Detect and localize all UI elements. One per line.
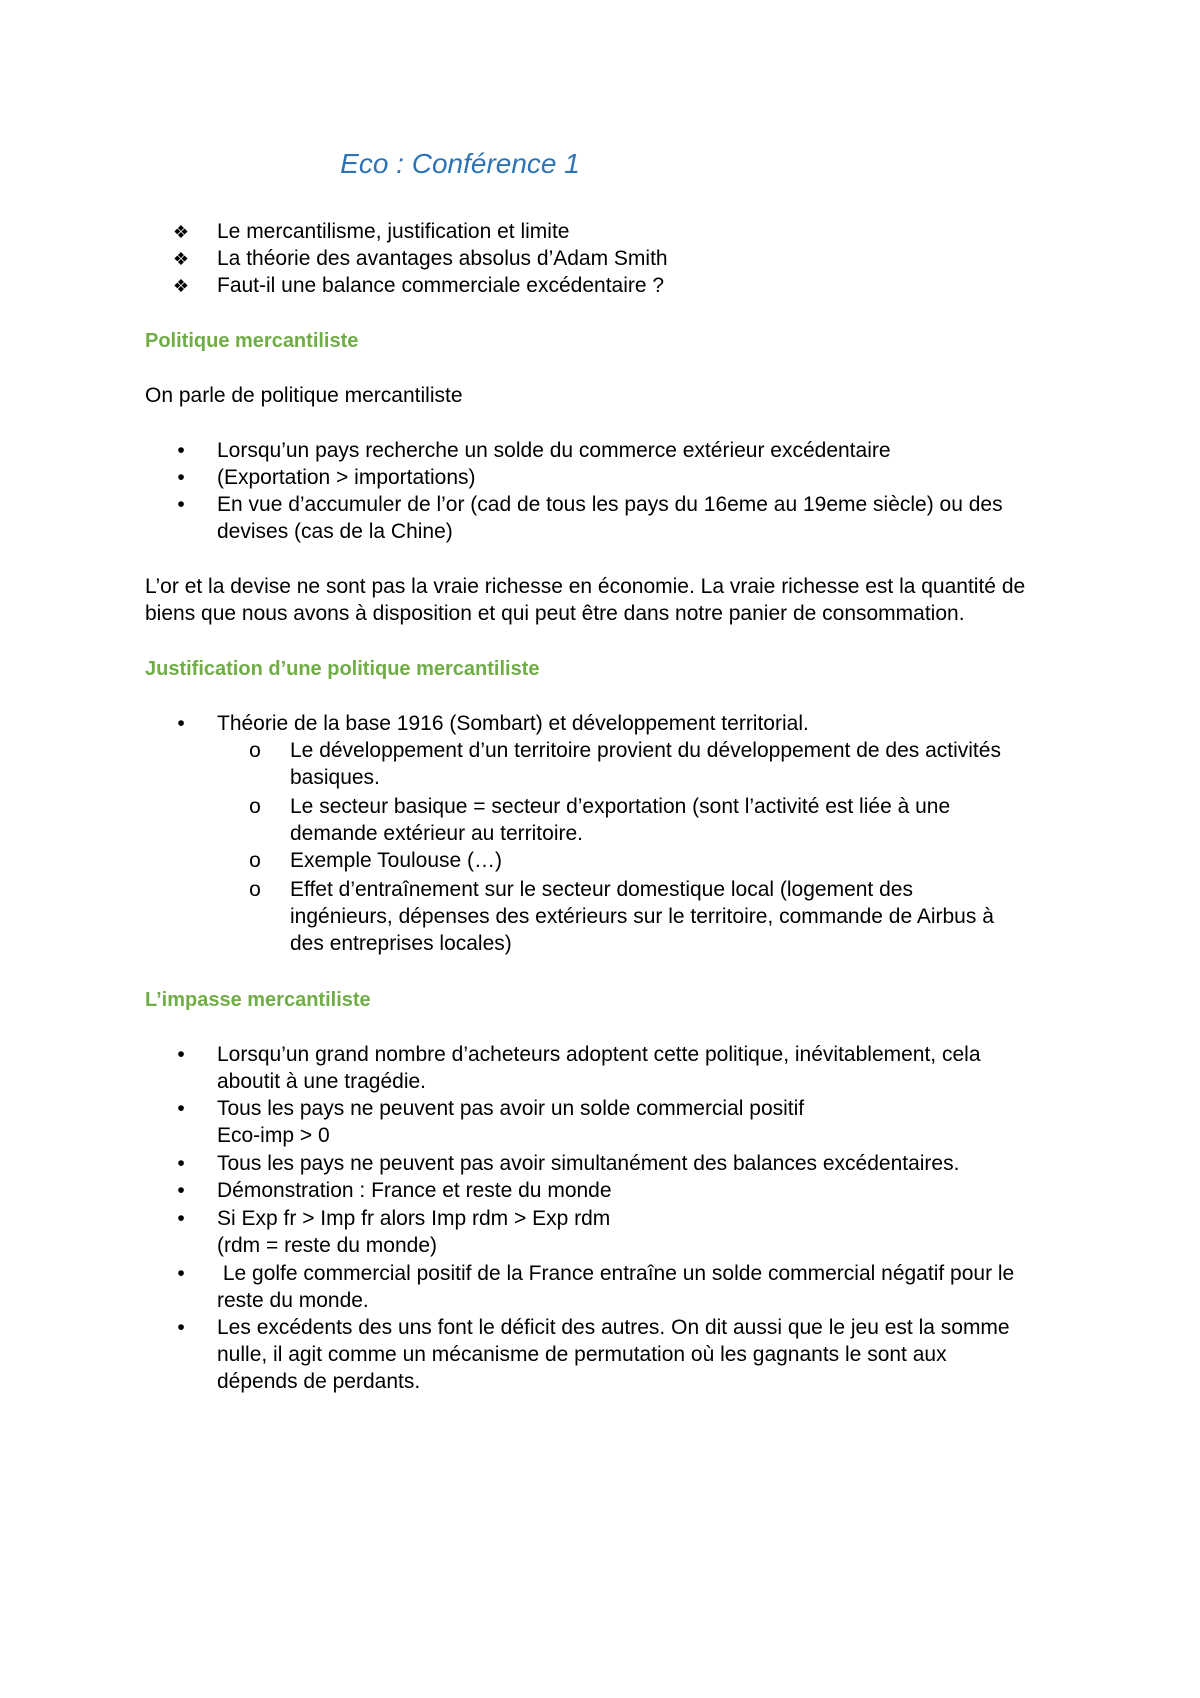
circle-bullet-icon: o — [249, 795, 261, 818]
diamond-bullet-icon: ❖ — [172, 249, 190, 269]
circle-bullet-icon: o — [249, 739, 261, 762]
paragraph: On parle de politique mercantiliste — [145, 384, 463, 407]
dot-bullet-icon: • — [177, 1207, 185, 1230]
dot-bullet-icon: • — [177, 1152, 185, 1175]
circle-bullet-icon: o — [249, 878, 261, 901]
dot-bullet-icon: • — [177, 439, 185, 462]
dot-bullet-icon: • — [177, 1179, 185, 1202]
document-title: Eco : Conférence 1 — [340, 148, 580, 179]
diamond-bullet-icon: ❖ — [172, 222, 190, 242]
dot-bullet-icon: • — [177, 712, 185, 735]
section-heading: Politique mercantiliste — [145, 330, 359, 352]
dot-bullet-icon: • — [177, 1043, 185, 1066]
section-heading: L’impasse mercantiliste — [145, 989, 371, 1011]
circle-bullet-icon: o — [249, 849, 261, 872]
dot-bullet-icon: • — [177, 1262, 185, 1285]
dot-bullet-icon: • — [177, 466, 185, 489]
diamond-bullet-icon: ❖ — [172, 276, 190, 296]
paragraph-line: biens que nous avons à disposition et qui peut être dans notre panier de consommation. — [145, 602, 965, 625]
dot-bullet-icon: • — [177, 493, 185, 516]
section-heading: Justification d’une politique mercantiliste — [145, 658, 540, 680]
dot-bullet-icon: • — [177, 1316, 185, 1339]
dot-bullet-icon: • — [177, 1097, 185, 1120]
paragraph-line: L’or et la devise ne sont pas la vraie richesse en économie. La vraie richesse est la quantité de — [145, 575, 1026, 598]
